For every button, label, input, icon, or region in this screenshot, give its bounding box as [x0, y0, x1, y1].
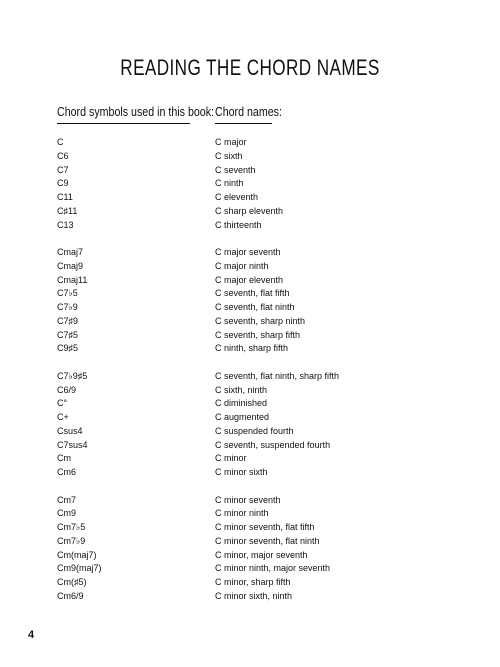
page-number: 4 [28, 629, 35, 641]
chord-symbol: C11 [57, 192, 73, 202]
chord-symbol: C+ [57, 412, 69, 422]
chord-symbol: C7♯9 [57, 315, 79, 326]
chord-symbol: C6/9 [57, 384, 77, 395]
chord-row [0, 576, 500, 590]
chord-symbol: Cmaj9 [57, 260, 84, 271]
chord-row [0, 260, 500, 274]
chord-symbol: C7sus4 [57, 439, 88, 450]
chord-row [0, 535, 500, 549]
chord-row [0, 370, 500, 384]
chord-name: C seventh [215, 164, 256, 175]
chord-name: C minor seventh, flat ninth [215, 535, 320, 546]
chord-row [0, 411, 500, 425]
chord-name: C sharp eleventh [215, 205, 284, 216]
chord-symbol: Cmaj7 [57, 247, 84, 257]
chord-symbol: Cmaj11 [57, 274, 88, 285]
chord-symbol: C6 [57, 150, 69, 161]
chord-symbol: C9 [57, 178, 69, 189]
chord-name: C thirteenth [215, 219, 262, 230]
chord-row [0, 136, 500, 150]
chord-row [0, 384, 500, 398]
chord-row [0, 329, 500, 343]
chord-name: C seventh, sharp ninth [215, 315, 306, 326]
chord-name: C seventh, suspended fourth [215, 439, 331, 450]
chord-name: C sixth [215, 150, 243, 161]
chord-row [0, 150, 500, 164]
chord-row [0, 205, 500, 219]
chord-symbol: C° [57, 398, 68, 409]
chord-row [0, 590, 500, 604]
chord-name: C sixth, ninth [215, 384, 268, 395]
chord-symbol: Cm6 [57, 467, 77, 477]
chord-names-header-underline [215, 123, 272, 124]
chord-name: C seventh, sharp fifth [215, 329, 301, 340]
chord-symbol: C [57, 137, 64, 147]
chord-name: C minor, major seventh [215, 549, 308, 560]
chord-row [0, 397, 500, 411]
chord-name: C minor sixth, ninth [215, 590, 293, 601]
chord-symbol: C♯11 [57, 205, 78, 216]
chord-row [0, 177, 500, 191]
chord-symbol: C7 [57, 164, 69, 175]
chord-name: C major eleventh [215, 274, 284, 285]
chord-name: C seventh, flat ninth, sharp fifth [215, 370, 340, 381]
chord-row [0, 191, 500, 205]
chord-name: C eleventh [215, 192, 259, 202]
chord-name: C major [215, 137, 247, 147]
chord-symbol: C7♯5 [57, 329, 79, 340]
chord-row [0, 246, 500, 260]
chord-symbol: Cm7 [57, 494, 77, 505]
chord-symbol: C13 [57, 219, 74, 230]
chord-name: C major seventh [215, 247, 281, 257]
chord-row [0, 315, 500, 329]
chord-name: C minor ninth, major seventh [215, 563, 331, 574]
chord-row [0, 425, 500, 439]
chord-table [0, 136, 500, 604]
chord-row [0, 466, 500, 480]
chord-symbol: Cm [57, 453, 71, 464]
chord-symbol: Cm9 [57, 508, 77, 519]
chord-symbol: Csus4 [57, 425, 83, 436]
chord-name: C augmented [215, 412, 270, 422]
chord-row [0, 452, 500, 466]
chord-symbol: Cm7♭9 [57, 535, 86, 546]
chord-name: C minor, sharp fifth [215, 577, 291, 587]
chord-row [0, 521, 500, 535]
chord-symbol: Cm6/9 [57, 590, 84, 601]
chord-name: C ninth, sharp fifth [215, 343, 289, 354]
chord-row [0, 494, 500, 508]
chord-row [0, 274, 500, 288]
chord-row [0, 507, 500, 521]
chord-name: C major ninth [215, 260, 269, 271]
chord-name: C minor sixth [215, 467, 268, 477]
chord-name: C minor seventh, flat fifth [215, 522, 315, 532]
chord-names-header: Chord names: [215, 104, 282, 119]
chord-name: C suspended fourth [215, 425, 294, 436]
chord-symbol: Cm9(maj7) [57, 563, 102, 574]
chord-row [0, 562, 500, 576]
chord-row [0, 342, 500, 356]
chord-row [0, 219, 500, 233]
chord-symbol: C7♭5 [57, 288, 78, 299]
chord-name: C diminished [215, 398, 268, 409]
group-spacer [0, 232, 500, 246]
chord-name: C seventh, flat ninth [215, 302, 295, 312]
page-title: READING THE CHORD NAMES [120, 55, 380, 80]
chord-symbol: Cm(maj7) [57, 549, 97, 560]
chord-row [0, 287, 500, 301]
chord-name: C minor seventh [215, 494, 281, 505]
chord-symbols-header: Chord symbols used in this book: [57, 104, 215, 119]
chord-name: C ninth [215, 178, 244, 189]
group-spacer [0, 356, 500, 370]
chord-symbol: C7♭9 [57, 302, 78, 312]
chord-name: C minor [215, 453, 247, 464]
chord-symbol: Cm7♭5 [57, 522, 86, 532]
chord-row [0, 301, 500, 315]
group-spacer [0, 480, 500, 494]
chord-symbol: C9♯5 [57, 343, 79, 354]
chord-name: C minor ninth [215, 508, 269, 519]
chord-symbol: C7♭9♯5 [57, 370, 88, 381]
chord-row [0, 439, 500, 453]
chord-symbols-header-underline [57, 123, 190, 124]
chord-symbol: Cm(♯5) [57, 577, 87, 587]
chord-row [0, 164, 500, 178]
chord-name: C seventh, flat fifth [215, 288, 290, 299]
chord-row [0, 549, 500, 563]
